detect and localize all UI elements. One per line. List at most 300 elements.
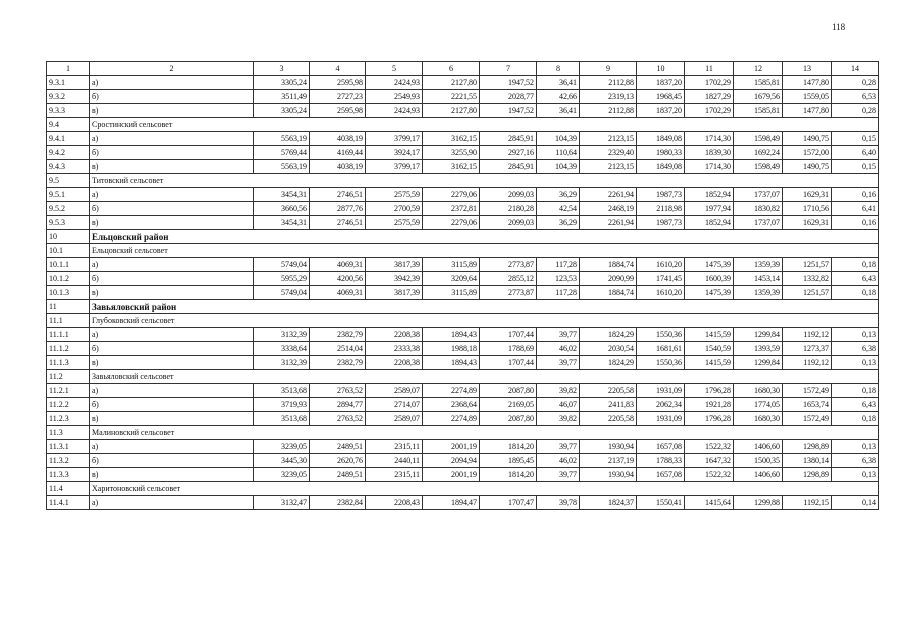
value-cell: 1987,73 bbox=[637, 216, 685, 230]
value-cell: 1299,84 bbox=[734, 356, 783, 370]
column-number-cell: 9 bbox=[580, 62, 637, 76]
column-number-cell: 2 bbox=[90, 62, 254, 76]
table-row bbox=[47, 328, 879, 342]
column-number-cell: 14 bbox=[832, 62, 879, 76]
value-cell: 1692,24 bbox=[734, 146, 783, 160]
table-row bbox=[47, 132, 879, 146]
section-title: Сростинский сельсовет bbox=[90, 118, 879, 132]
table-row bbox=[47, 188, 879, 202]
value-cell: 2575,59 bbox=[366, 188, 423, 202]
value-cell: 1737,07 bbox=[734, 188, 783, 202]
value-cell: 3817,39 bbox=[366, 286, 423, 300]
value-cell: 0,18 bbox=[832, 258, 879, 272]
value-cell: 6,41 bbox=[832, 202, 879, 216]
value-cell: 4069,31 bbox=[310, 258, 366, 272]
value-cell: 2855,12 bbox=[480, 272, 537, 286]
value-cell: 3338,64 bbox=[254, 342, 310, 356]
value-cell: 39,77 bbox=[537, 468, 580, 482]
value-cell: 2372,81 bbox=[423, 202, 480, 216]
row-variant-cell: б) bbox=[90, 398, 254, 412]
value-cell: 1522,32 bbox=[685, 440, 734, 454]
row-code-cell: 11.4 bbox=[47, 482, 90, 496]
value-cell: 0,28 bbox=[832, 76, 879, 90]
value-cell: 2773,87 bbox=[480, 258, 537, 272]
value-cell: 1852,94 bbox=[685, 216, 734, 230]
section-row bbox=[47, 314, 879, 328]
row-variant-cell: в) bbox=[90, 468, 254, 482]
value-cell: 2845,91 bbox=[480, 132, 537, 146]
row-code-cell: 9.5 bbox=[47, 174, 90, 188]
column-number-cell: 8 bbox=[537, 62, 580, 76]
value-cell: 2877,76 bbox=[310, 202, 366, 216]
row-code-cell: 10.1.1 bbox=[47, 258, 90, 272]
value-cell: 2411,83 bbox=[580, 398, 637, 412]
row-variant-cell: а) bbox=[90, 384, 254, 398]
value-cell: 1273,37 bbox=[783, 342, 832, 356]
row-variant-cell: б) bbox=[90, 90, 254, 104]
value-cell: 2700,59 bbox=[366, 202, 423, 216]
value-cell: 3209,64 bbox=[423, 272, 480, 286]
value-cell: 2208,43 bbox=[366, 496, 423, 510]
value-cell: 46,07 bbox=[537, 398, 580, 412]
value-cell: 1475,39 bbox=[685, 258, 734, 272]
value-cell: 1714,30 bbox=[685, 160, 734, 174]
value-cell: 2123,15 bbox=[580, 160, 637, 174]
value-cell: 39,78 bbox=[537, 496, 580, 510]
row-variant-cell: в) bbox=[90, 412, 254, 426]
row-code-cell: 11.3.2 bbox=[47, 454, 90, 468]
value-cell: 1980,33 bbox=[637, 146, 685, 160]
row-variant-cell: а) bbox=[90, 496, 254, 510]
value-cell: 42,54 bbox=[537, 202, 580, 216]
value-cell: 2001,19 bbox=[423, 468, 480, 482]
value-cell: 5749,04 bbox=[254, 286, 310, 300]
row-code-cell: 10.1 bbox=[47, 244, 90, 258]
value-cell: 39,82 bbox=[537, 384, 580, 398]
value-cell: 1814,20 bbox=[480, 468, 537, 482]
row-variant-cell: а) bbox=[90, 440, 254, 454]
value-cell: 6,53 bbox=[832, 90, 879, 104]
value-cell: 1598,49 bbox=[734, 160, 783, 174]
value-cell: 3115,89 bbox=[423, 286, 480, 300]
value-cell: 1550,41 bbox=[637, 496, 685, 510]
value-cell: 110,64 bbox=[537, 146, 580, 160]
value-cell: 2118,98 bbox=[637, 202, 685, 216]
row-variant-cell: в) bbox=[90, 104, 254, 118]
section-row bbox=[47, 118, 879, 132]
value-cell: 1788,33 bbox=[637, 454, 685, 468]
value-cell: 2424,93 bbox=[366, 76, 423, 90]
row-variant-cell: а) bbox=[90, 328, 254, 342]
section-row bbox=[47, 244, 879, 258]
value-cell: 2333,38 bbox=[366, 342, 423, 356]
value-cell: 2208,38 bbox=[366, 356, 423, 370]
value-cell: 104,39 bbox=[537, 132, 580, 146]
row-code-cell: 11.1.1 bbox=[47, 328, 90, 342]
value-cell: 0,16 bbox=[832, 188, 879, 202]
value-cell: 123,53 bbox=[537, 272, 580, 286]
table-row bbox=[47, 258, 879, 272]
value-cell: 1824,29 bbox=[580, 328, 637, 342]
value-cell: 2001,19 bbox=[423, 440, 480, 454]
row-code-cell: 11.2.1 bbox=[47, 384, 90, 398]
value-cell: 1380,14 bbox=[783, 454, 832, 468]
value-cell: 0,18 bbox=[832, 384, 879, 398]
value-cell: 1884,74 bbox=[580, 258, 637, 272]
district-row bbox=[47, 230, 879, 244]
value-cell: 1359,39 bbox=[734, 286, 783, 300]
value-cell: 1192,12 bbox=[783, 328, 832, 342]
row-code-cell: 9.3.2 bbox=[47, 90, 90, 104]
row-code-cell: 11.3.3 bbox=[47, 468, 90, 482]
value-cell: 4038,19 bbox=[310, 132, 366, 146]
table-row bbox=[47, 104, 879, 118]
section-row bbox=[47, 482, 879, 496]
row-code-cell: 11.2.2 bbox=[47, 398, 90, 412]
value-cell: 36,41 bbox=[537, 76, 580, 90]
value-cell: 0,13 bbox=[832, 440, 879, 454]
table-row bbox=[47, 454, 879, 468]
row-variant-cell: в) bbox=[90, 356, 254, 370]
value-cell: 1947,52 bbox=[480, 76, 537, 90]
value-cell: 6,43 bbox=[832, 272, 879, 286]
row-code-cell: 11.2.3 bbox=[47, 412, 90, 426]
value-cell: 1406,60 bbox=[734, 468, 783, 482]
table-row bbox=[47, 146, 879, 160]
value-cell: 0,15 bbox=[832, 132, 879, 146]
value-cell: 1550,36 bbox=[637, 328, 685, 342]
section-title: Глубоковский сельсовет bbox=[90, 314, 879, 328]
value-cell: 1610,20 bbox=[637, 286, 685, 300]
value-cell: 3255,90 bbox=[423, 146, 480, 160]
value-cell: 36,29 bbox=[537, 216, 580, 230]
value-cell: 1610,20 bbox=[637, 258, 685, 272]
table-row bbox=[47, 384, 879, 398]
value-cell: 6,38 bbox=[832, 454, 879, 468]
row-variant-cell: в) bbox=[90, 286, 254, 300]
value-cell: 1415,64 bbox=[685, 496, 734, 510]
value-cell: 3924,17 bbox=[366, 146, 423, 160]
value-cell: 3719,93 bbox=[254, 398, 310, 412]
value-cell: 4038,19 bbox=[310, 160, 366, 174]
value-cell: 2514,04 bbox=[310, 342, 366, 356]
value-cell: 2137,19 bbox=[580, 454, 637, 468]
row-code-cell: 11.1 bbox=[47, 314, 90, 328]
column-number-cell: 4 bbox=[310, 62, 366, 76]
table-row bbox=[47, 76, 879, 90]
value-cell: 2927,16 bbox=[480, 146, 537, 160]
column-number-cell: 10 bbox=[637, 62, 685, 76]
value-cell: 2424,93 bbox=[366, 104, 423, 118]
value-cell: 3817,39 bbox=[366, 258, 423, 272]
district-row bbox=[47, 300, 879, 314]
value-cell: 4169,44 bbox=[310, 146, 366, 160]
row-code-cell: 9.5.2 bbox=[47, 202, 90, 216]
value-cell: 3239,05 bbox=[254, 440, 310, 454]
value-cell: 4200,56 bbox=[310, 272, 366, 286]
table-row bbox=[47, 412, 879, 426]
value-cell: 36,29 bbox=[537, 188, 580, 202]
value-cell: 2329,40 bbox=[580, 146, 637, 160]
row-variant-cell: б) bbox=[90, 272, 254, 286]
value-cell: 2099,03 bbox=[480, 216, 537, 230]
value-cell: 3799,17 bbox=[366, 132, 423, 146]
value-cell: 1710,56 bbox=[783, 202, 832, 216]
value-cell: 5563,19 bbox=[254, 132, 310, 146]
section-title: Харитоновский сельсовет bbox=[90, 482, 879, 496]
value-cell: 1477,80 bbox=[783, 76, 832, 90]
value-cell: 5769,44 bbox=[254, 146, 310, 160]
value-cell: 1406,60 bbox=[734, 440, 783, 454]
row-code-cell: 9.5.3 bbox=[47, 216, 90, 230]
value-cell: 1550,36 bbox=[637, 356, 685, 370]
value-cell: 2315,11 bbox=[366, 440, 423, 454]
value-cell: 2030,54 bbox=[580, 342, 637, 356]
value-cell: 2112,88 bbox=[580, 76, 637, 90]
value-cell: 1629,31 bbox=[783, 216, 832, 230]
value-cell: 1895,45 bbox=[480, 454, 537, 468]
value-cell: 1251,57 bbox=[783, 258, 832, 272]
value-cell: 3513,68 bbox=[254, 384, 310, 398]
row-code-cell: 11.2 bbox=[47, 370, 90, 384]
value-cell: 2468,19 bbox=[580, 202, 637, 216]
value-cell: 2589,07 bbox=[366, 384, 423, 398]
value-cell: 39,77 bbox=[537, 328, 580, 342]
value-cell: 2087,80 bbox=[480, 384, 537, 398]
value-cell: 36,41 bbox=[537, 104, 580, 118]
value-cell: 1702,29 bbox=[685, 76, 734, 90]
row-code-cell: 10.1.3 bbox=[47, 286, 90, 300]
value-cell: 2845,91 bbox=[480, 160, 537, 174]
value-cell: 2589,07 bbox=[366, 412, 423, 426]
row-code-cell: 9.3.3 bbox=[47, 104, 90, 118]
value-cell: 1299,84 bbox=[734, 328, 783, 342]
value-cell: 0,13 bbox=[832, 328, 879, 342]
value-cell: 1824,37 bbox=[580, 496, 637, 510]
value-cell: 0,15 bbox=[832, 160, 879, 174]
value-cell: 1653,74 bbox=[783, 398, 832, 412]
row-code-cell: 11.3 bbox=[47, 426, 90, 440]
value-cell: 2274,89 bbox=[423, 412, 480, 426]
value-cell: 0,16 bbox=[832, 216, 879, 230]
table-row bbox=[47, 440, 879, 454]
value-cell: 117,28 bbox=[537, 258, 580, 272]
value-cell: 2099,03 bbox=[480, 188, 537, 202]
value-cell: 2062,34 bbox=[637, 398, 685, 412]
value-cell: 1988,18 bbox=[423, 342, 480, 356]
row-variant-cell: б) bbox=[90, 146, 254, 160]
value-cell: 2368,64 bbox=[423, 398, 480, 412]
column-number-cell: 13 bbox=[783, 62, 832, 76]
row-variant-cell: а) bbox=[90, 258, 254, 272]
value-cell: 2315,11 bbox=[366, 468, 423, 482]
value-cell: 2028,77 bbox=[480, 90, 537, 104]
value-cell: 3511,49 bbox=[254, 90, 310, 104]
row-variant-cell: а) bbox=[90, 188, 254, 202]
value-cell: 1930,94 bbox=[580, 440, 637, 454]
value-cell: 2221,55 bbox=[423, 90, 480, 104]
value-cell: 4069,31 bbox=[310, 286, 366, 300]
value-cell: 1522,32 bbox=[685, 468, 734, 482]
value-cell: 1796,28 bbox=[685, 412, 734, 426]
value-cell: 1774,05 bbox=[734, 398, 783, 412]
value-cell: 1453,14 bbox=[734, 272, 783, 286]
value-cell: 0,14 bbox=[832, 496, 879, 510]
row-code-cell: 9.4.2 bbox=[47, 146, 90, 160]
value-cell: 1968,45 bbox=[637, 90, 685, 104]
row-code-cell: 9.5.1 bbox=[47, 188, 90, 202]
value-cell: 1192,15 bbox=[783, 496, 832, 510]
value-cell: 0,18 bbox=[832, 286, 879, 300]
value-cell: 39,82 bbox=[537, 412, 580, 426]
row-code-cell: 11.1.3 bbox=[47, 356, 90, 370]
value-cell: 1500,35 bbox=[734, 454, 783, 468]
column-number-cell: 7 bbox=[480, 62, 537, 76]
table-row bbox=[47, 216, 879, 230]
value-cell: 1737,07 bbox=[734, 216, 783, 230]
value-cell: 3445,30 bbox=[254, 454, 310, 468]
value-cell: 1585,81 bbox=[734, 104, 783, 118]
value-cell: 1814,20 bbox=[480, 440, 537, 454]
value-cell: 1679,56 bbox=[734, 90, 783, 104]
column-number-cell: 3 bbox=[254, 62, 310, 76]
value-cell: 2382,84 bbox=[310, 496, 366, 510]
value-cell: 2489,51 bbox=[310, 468, 366, 482]
value-cell: 1827,29 bbox=[685, 90, 734, 104]
value-cell: 1598,49 bbox=[734, 132, 783, 146]
value-cell: 1559,05 bbox=[783, 90, 832, 104]
row-variant-cell: б) bbox=[90, 454, 254, 468]
section-row bbox=[47, 174, 879, 188]
value-cell: 2746,51 bbox=[310, 216, 366, 230]
value-cell: 2279,06 bbox=[423, 188, 480, 202]
value-cell: 2894,77 bbox=[310, 398, 366, 412]
value-cell: 1585,81 bbox=[734, 76, 783, 90]
value-cell: 2319,13 bbox=[580, 90, 637, 104]
value-cell: 1299,88 bbox=[734, 496, 783, 510]
value-cell: 2208,38 bbox=[366, 328, 423, 342]
value-cell: 3942,39 bbox=[366, 272, 423, 286]
value-cell: 1477,80 bbox=[783, 104, 832, 118]
value-cell: 39,77 bbox=[537, 356, 580, 370]
value-cell: 3305,24 bbox=[254, 104, 310, 118]
value-cell: 2112,88 bbox=[580, 104, 637, 118]
value-cell: 2763,52 bbox=[310, 412, 366, 426]
district-title: Завьяловский район bbox=[90, 300, 879, 314]
value-cell: 2205,58 bbox=[580, 384, 637, 398]
value-cell: 2180,28 bbox=[480, 202, 537, 216]
row-variant-cell: б) bbox=[90, 342, 254, 356]
row-code-cell: 9.3.1 bbox=[47, 76, 90, 90]
value-cell: 1298,89 bbox=[783, 468, 832, 482]
value-cell: 1849,08 bbox=[637, 160, 685, 174]
value-cell: 1931,09 bbox=[637, 412, 685, 426]
table-row bbox=[47, 160, 879, 174]
value-cell: 3115,89 bbox=[423, 258, 480, 272]
row-variant-cell: в) bbox=[90, 216, 254, 230]
value-cell: 1707,47 bbox=[480, 496, 537, 510]
value-cell: 1647,32 bbox=[685, 454, 734, 468]
value-cell: 1852,94 bbox=[685, 188, 734, 202]
row-code-cell: 11.1.2 bbox=[47, 342, 90, 356]
value-cell: 6,38 bbox=[832, 342, 879, 356]
value-cell: 1894,47 bbox=[423, 496, 480, 510]
value-cell: 104,39 bbox=[537, 160, 580, 174]
value-cell: 39,77 bbox=[537, 440, 580, 454]
value-cell: 0,18 bbox=[832, 412, 879, 426]
table-row bbox=[47, 202, 879, 216]
value-cell: 1680,30 bbox=[734, 384, 783, 398]
row-code-cell: 11 bbox=[47, 300, 90, 314]
value-cell: 1192,12 bbox=[783, 356, 832, 370]
value-cell: 1359,39 bbox=[734, 258, 783, 272]
value-cell: 3305,24 bbox=[254, 76, 310, 90]
table-row bbox=[47, 342, 879, 356]
value-cell: 1490,75 bbox=[783, 132, 832, 146]
value-cell: 2714,07 bbox=[366, 398, 423, 412]
value-cell: 1600,39 bbox=[685, 272, 734, 286]
value-cell: 1540,59 bbox=[685, 342, 734, 356]
column-number-cell: 1 bbox=[47, 62, 90, 76]
section-title: Завьяловский сельсовет bbox=[90, 370, 879, 384]
value-cell: 1930,94 bbox=[580, 468, 637, 482]
value-cell: 3132,39 bbox=[254, 356, 310, 370]
value-cell: 1629,31 bbox=[783, 188, 832, 202]
table-row bbox=[47, 286, 879, 300]
value-cell: 2123,15 bbox=[580, 132, 637, 146]
value-cell: 1680,30 bbox=[734, 412, 783, 426]
value-cell: 5749,04 bbox=[254, 258, 310, 272]
value-cell: 1796,28 bbox=[685, 384, 734, 398]
value-cell: 1707,44 bbox=[480, 328, 537, 342]
value-cell: 3454,31 bbox=[254, 216, 310, 230]
value-cell: 1490,75 bbox=[783, 160, 832, 174]
section-title: Титовский сельсовет bbox=[90, 174, 879, 188]
row-variant-cell: а) bbox=[90, 76, 254, 90]
value-cell: 2279,06 bbox=[423, 216, 480, 230]
row-code-cell: 11.4.1 bbox=[47, 496, 90, 510]
value-cell: 3132,47 bbox=[254, 496, 310, 510]
value-cell: 1894,43 bbox=[423, 328, 480, 342]
value-cell: 1702,29 bbox=[685, 104, 734, 118]
value-cell: 2090,99 bbox=[580, 272, 637, 286]
table-row bbox=[47, 398, 879, 412]
value-cell: 46,02 bbox=[537, 454, 580, 468]
value-cell: 1849,08 bbox=[637, 132, 685, 146]
column-number-cell: 11 bbox=[685, 62, 734, 76]
table-row bbox=[47, 90, 879, 104]
value-cell: 2763,52 bbox=[310, 384, 366, 398]
value-cell: 46,02 bbox=[537, 342, 580, 356]
column-number-cell: 6 bbox=[423, 62, 480, 76]
value-cell: 2087,80 bbox=[480, 412, 537, 426]
value-cell: 1839,30 bbox=[685, 146, 734, 160]
value-cell: 42,66 bbox=[537, 90, 580, 104]
value-cell: 0,28 bbox=[832, 104, 879, 118]
value-cell: 6,40 bbox=[832, 146, 879, 160]
value-cell: 1332,82 bbox=[783, 272, 832, 286]
column-number-cell: 12 bbox=[734, 62, 783, 76]
value-cell: 3132,39 bbox=[254, 328, 310, 342]
value-cell: 5955,29 bbox=[254, 272, 310, 286]
value-cell: 2773,87 bbox=[480, 286, 537, 300]
value-cell: 1884,74 bbox=[580, 286, 637, 300]
value-cell: 1947,52 bbox=[480, 104, 537, 118]
value-cell: 1251,57 bbox=[783, 286, 832, 300]
section-row bbox=[47, 370, 879, 384]
row-code-cell: 9.4.3 bbox=[47, 160, 90, 174]
table-row bbox=[47, 496, 879, 510]
